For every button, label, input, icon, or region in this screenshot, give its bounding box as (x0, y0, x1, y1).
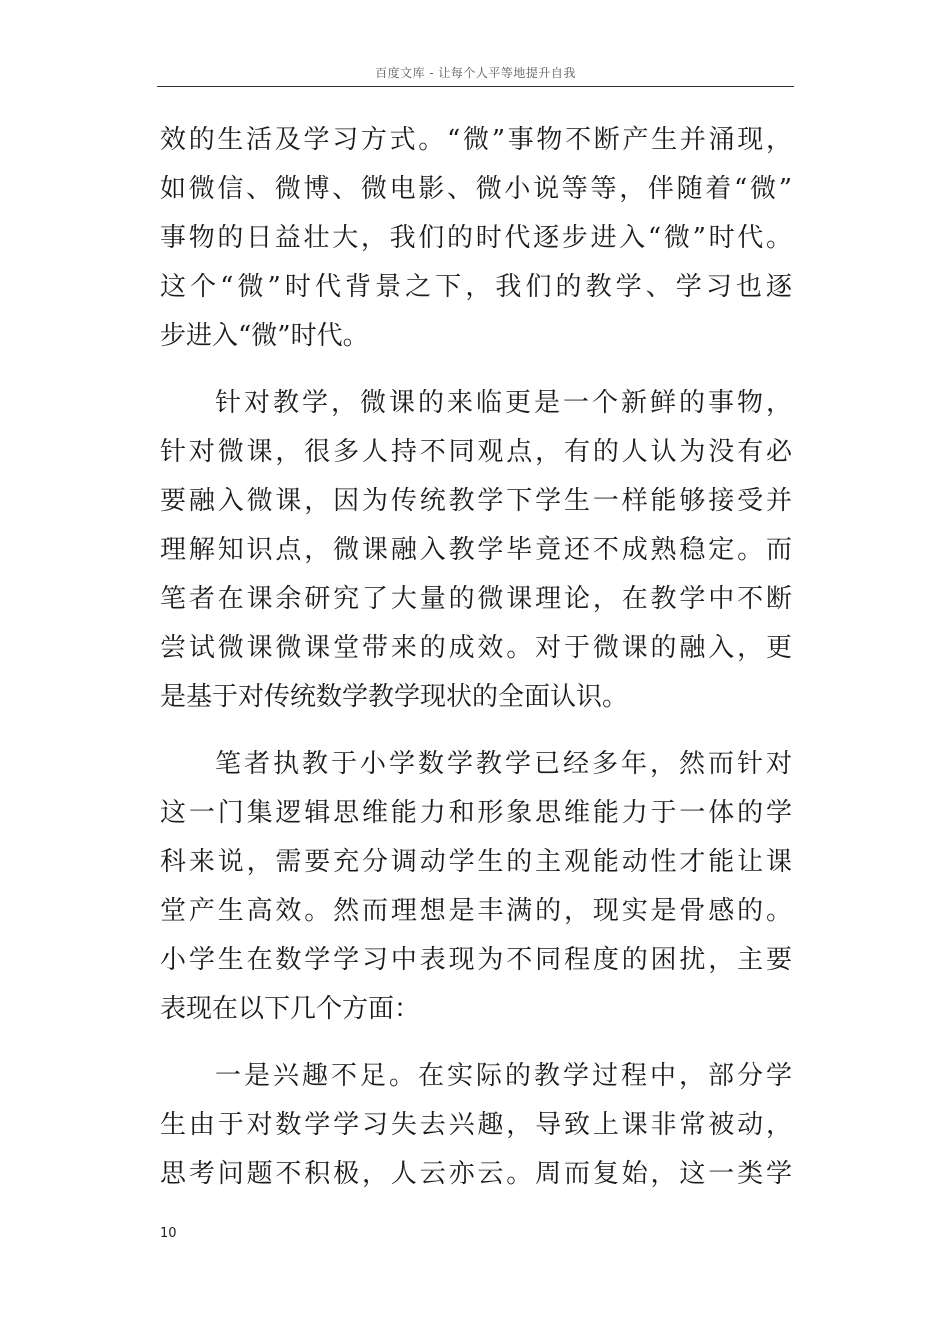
text-line: 针对微课，很多人持不同观点，有的人认为没有必 (160, 437, 792, 467)
text-line: 尝试微课微课堂带来的成效。对于微课的融入，更 (160, 633, 792, 663)
text-line: 生由于对数学学习失去兴趣，导致上课非常被动， (160, 1110, 792, 1140)
header-divider (157, 86, 794, 87)
text-line: 是基于对传统数学教学现状的全面认识。 (160, 682, 629, 712)
text-line: 如微信、微博、微电影、微小说等等，伴随着“微” (160, 174, 792, 204)
document-body (160, 116, 792, 1217)
text-line: 针对教学，微课的来临更是一个新鲜的事物， (215, 388, 792, 418)
paragraph-1 (160, 116, 792, 361)
text-line: 表现在以下几个方面： (160, 994, 421, 1024)
text-line: 事物的日益壮大，我们的时代逐步进入“微”时代。 (160, 223, 792, 253)
text-line: 一是兴趣不足。在实际的教学过程中，部分学 (215, 1061, 792, 1091)
text-line: 要融入微课，因为传统教学下学生一样能够接受并 (160, 486, 792, 516)
text-line: 笔者执教于小学数学教学已经多年，然而针对 (215, 749, 792, 779)
paragraph-2 (160, 379, 792, 722)
text-line: 堂产生高效。然而理想是丰满的，现实是骨感的。 (160, 896, 792, 926)
running-header: 百度文库 - 让每个人平等地提升自我 (375, 66, 576, 80)
text-line: 这个“微”时代背景之下，我们的教学、学习也逐 (160, 272, 792, 302)
text-line: 科来说，需要充分调动学生的主观能动性才能让课 (160, 847, 792, 877)
text-line: 小学生在数学学习中表现为不同程度的困扰，主要 (160, 945, 792, 975)
page-number: 10 (160, 1226, 177, 1241)
text-line: 效的生活及学习方式。“微”事物不断产生并涌现， (160, 125, 792, 155)
text-line: 这一门集逻辑思维能力和形象思维能力于一体的学 (160, 798, 792, 828)
text-line: 笔者在课余研究了大量的微课理论，在教学中不断 (160, 584, 792, 614)
text-line: 思考问题不积极，人云亦云。周而复始，这一类学 (160, 1159, 792, 1189)
paragraph-3 (160, 740, 792, 1034)
text-line: 理解知识点，微课融入教学毕竟还不成熟稳定。而 (160, 535, 792, 565)
text-line: 步进入“微”时代。 (160, 321, 369, 351)
paragraph-4 (160, 1052, 792, 1199)
